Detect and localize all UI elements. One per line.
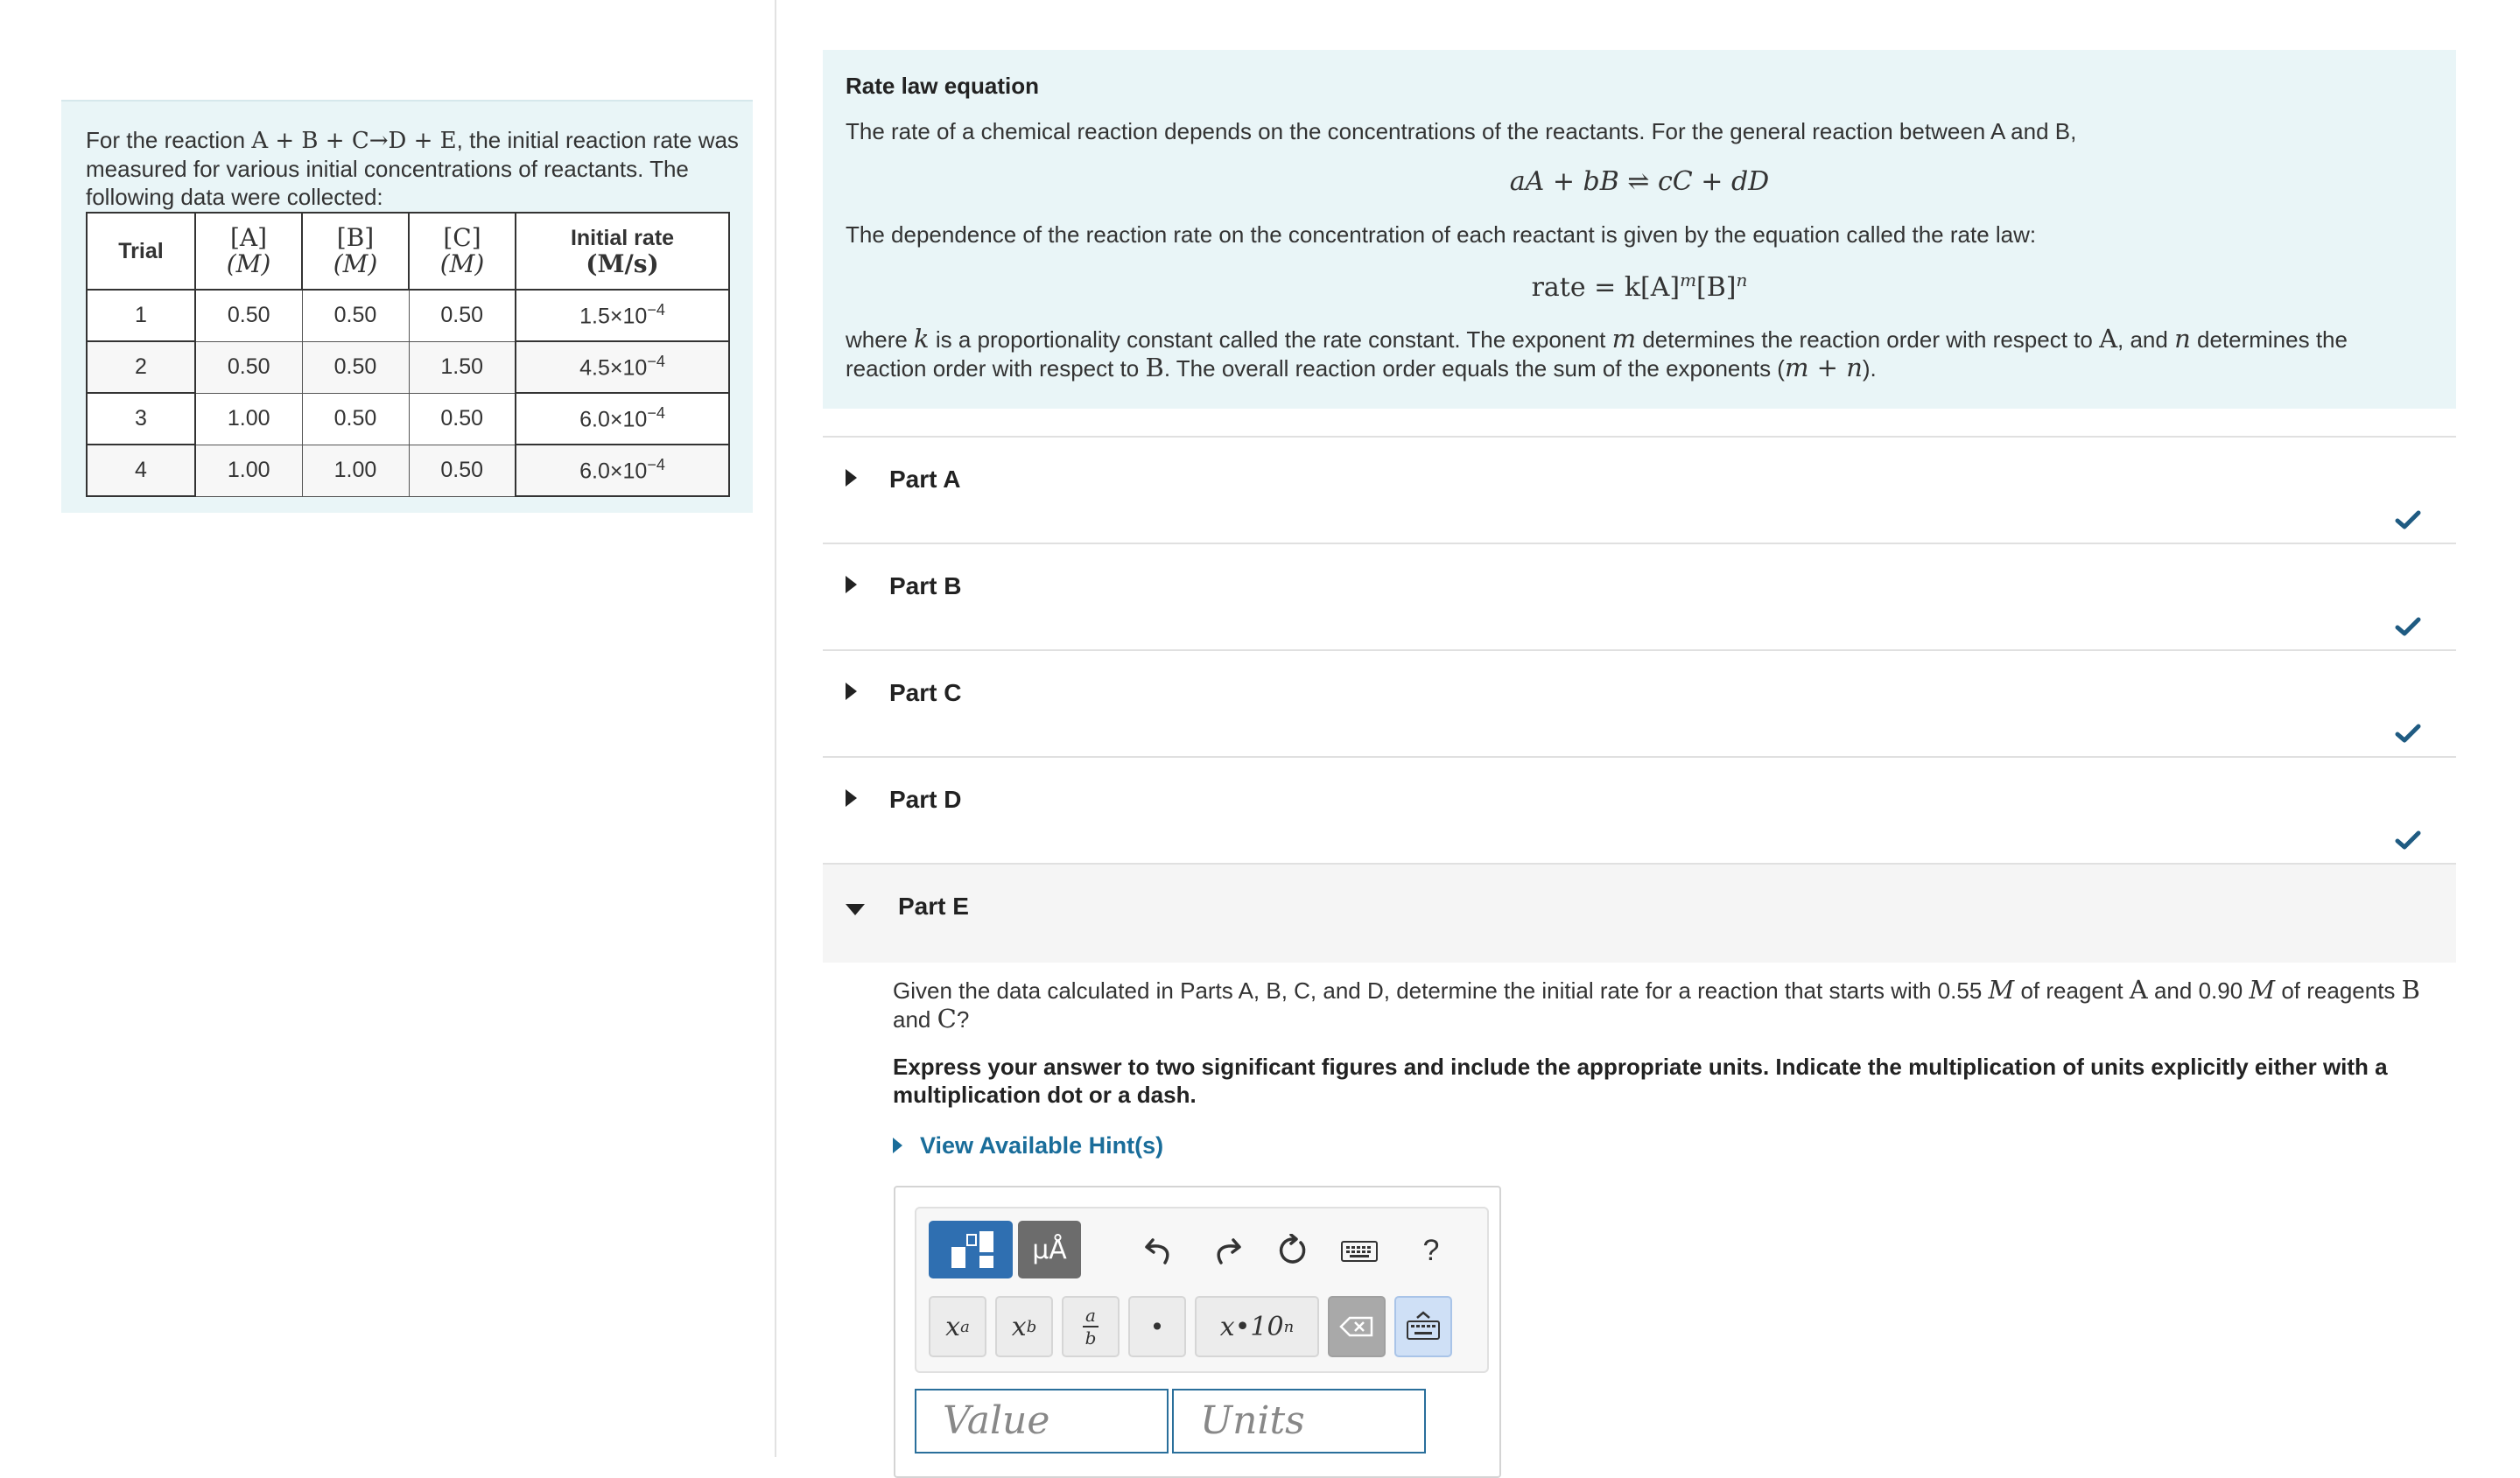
completed-check-icon: [2395, 723, 2421, 744]
expand-arrow-icon: [846, 683, 857, 700]
help-button[interactable]: ?: [1422, 1233, 1440, 1267]
part-c-header[interactable]: [823, 649, 2456, 756]
table-row: 4 1.00 1.00 0.50 $6.0\times 10^{-4}$: [87, 445, 729, 496]
intro-paragraph-3: where k is a proportionality constant called the rate constant. The exponent m determines the reaction order with respect to A, and n determines the reaction order with respect to B. The overall reaction order equals the sum of the exponents (m + n).: [846, 324, 2348, 382]
redo-icon: [1211, 1235, 1242, 1266]
templates-button[interactable]: [929, 1221, 1013, 1278]
rate-law-equation: rate = $k[A]^m[B]^n$: [1531, 270, 1748, 303]
reaction-equation: A + B + C→D + E: [251, 128, 457, 154]
col-header-a: [A] (M): [195, 213, 302, 290]
part-label: Part C: [889, 679, 962, 706]
reset-icon: [1276, 1234, 1309, 1267]
value-input[interactable]: Value: [915, 1389, 1169, 1453]
col-header-trial: Trial: [87, 213, 195, 290]
collapse-arrow-icon: [846, 904, 865, 915]
keyboard-icon: [1340, 1239, 1379, 1264]
completed-check-icon: [2395, 509, 2421, 530]
completed-check-icon: [2395, 830, 2421, 851]
panel-divider: [775, 0, 776, 1457]
math-toolbar: [915, 1207, 1489, 1373]
keyboard-shortcuts-button[interactable]: [1335, 1229, 1384, 1273]
part-e-header[interactable]: [823, 863, 2456, 963]
redo-button[interactable]: [1202, 1226, 1251, 1275]
part-e-question: Given the data calculated in Parts A, B, C, and D, determine the initial rate for a reaction that starts with 0.55 M of reagent A and 0.90 M of reagents B and C?: [893, 975, 2420, 1033]
table-header-row: [87, 213, 729, 290]
part-label: Part D: [889, 786, 962, 813]
col-header-c: [C] (M): [409, 213, 516, 290]
templates-icon: [941, 1228, 1000, 1271]
part-label: Part B: [889, 572, 962, 599]
scientific-notation-button[interactable]: x•10 n: [1195, 1296, 1319, 1357]
units-input[interactable]: Units: [1172, 1389, 1426, 1453]
expand-arrow-icon: [846, 576, 857, 593]
rate-data-table: [86, 212, 730, 497]
undo-button[interactable]: [1135, 1226, 1184, 1275]
general-reaction-equation: aA + bB ⇌ cC + dD: [1509, 166, 1770, 197]
part-b-header[interactable]: [823, 543, 2456, 649]
table-row: 3 1.00 0.50 0.50 $6.0\times 10^{-4}$: [87, 393, 729, 445]
backspace-icon: [1339, 1315, 1374, 1338]
intro-title: Rate law equation: [846, 73, 1040, 99]
intro-paragraph-1: The rate of a chemical reaction depends on the concentrations of the reactants. For the general reaction between A and B,: [846, 118, 2077, 144]
table-row: 2 0.50 0.50 1.50 $4.5\times 10^{-4}$: [87, 341, 729, 393]
problem-intro: For the reaction A + B + C→D + E, the initial reaction rate was measured for various initial concentrations of reactants. The following data were collected:: [86, 127, 739, 210]
multiplication-dot-button[interactable]: •: [1128, 1296, 1186, 1357]
expand-arrow-icon: [893, 1138, 902, 1153]
backspace-button[interactable]: [1328, 1296, 1386, 1357]
part-label: Part A: [889, 466, 961, 493]
undo-icon: [1144, 1235, 1176, 1266]
completed-check-icon: [2395, 616, 2421, 637]
col-header-initial-rate: Initial rate (M/s): [516, 213, 729, 290]
view-hints-link[interactable]: View Available Hint(s): [893, 1132, 1163, 1159]
part-a-header[interactable]: [823, 436, 2456, 543]
reset-button[interactable]: [1268, 1226, 1317, 1275]
expand-arrow-icon: [846, 789, 857, 807]
keyboard-up-icon: [1406, 1311, 1441, 1342]
part-d-header[interactable]: [823, 756, 2456, 863]
superscript-button[interactable]: x a: [929, 1296, 986, 1357]
part-label: Part E: [898, 893, 969, 920]
rate-law-intro: [823, 50, 2456, 409]
answer-widget: [894, 1186, 1501, 1478]
table-row: 1 0.50 0.50 0.50 $1.5\times 10^{-4}$: [87, 290, 729, 341]
col-header-b: [B] (M): [302, 213, 409, 290]
fraction-button[interactable]: a b: [1062, 1296, 1120, 1357]
intro-paragraph-2: The dependence of the reaction rate on the concentration of each reactant is given by the equation called the rate law:: [846, 221, 2037, 248]
symbols-button[interactable]: μÅ: [1018, 1221, 1081, 1278]
answer-instruction: Express your answer to two significant figures and include the appropriate units. Indicate the multiplication of units explicitly either with a multiplication dot or a dash.: [893, 1054, 2388, 1108]
virtual-keyboard-button[interactable]: [1394, 1296, 1452, 1357]
subscript-button[interactable]: x b: [995, 1296, 1053, 1357]
problem-data-panel: [61, 100, 753, 513]
expand-arrow-icon: [846, 469, 857, 487]
